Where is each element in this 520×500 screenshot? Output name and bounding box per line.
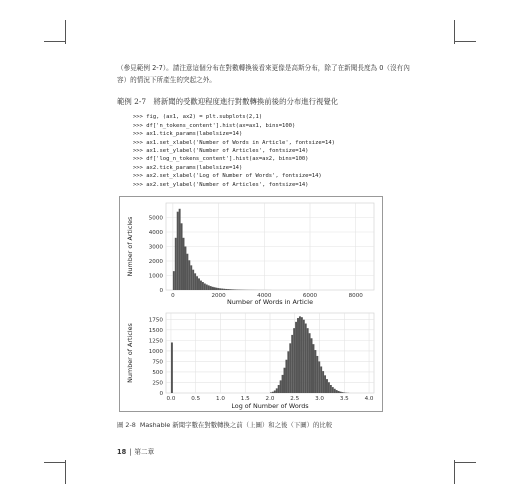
histogram-bar <box>186 254 188 290</box>
x-tick-label: 1.5 <box>240 396 250 402</box>
code-line: >>> ax1.set_xlabel('Number of Words in Article', fontsize=14) <box>133 139 335 146</box>
histogram-bar <box>276 388 278 393</box>
histogram-bar <box>223 289 225 290</box>
histogram-bar <box>330 385 332 393</box>
histogram-bar <box>221 289 223 290</box>
y-tick-label: 1750 <box>148 317 163 324</box>
crop-mark <box>65 460 66 484</box>
histogram-bar <box>309 333 311 393</box>
histogram-bar <box>198 278 200 290</box>
histogram-bar <box>278 385 280 393</box>
histogram-bar <box>341 392 343 393</box>
histogram-bar <box>206 284 208 290</box>
histogram-bar <box>212 287 214 290</box>
histogram-bar <box>214 287 216 290</box>
histogram-bar <box>340 392 342 393</box>
histogram-bar <box>343 392 345 393</box>
histogram-bar <box>297 318 299 393</box>
histogram-bar <box>314 350 316 393</box>
histogram-bar <box>295 322 297 393</box>
histogram-bar <box>173 271 175 290</box>
y-tick-label: 250 <box>152 380 163 387</box>
histogram-bar <box>196 276 198 290</box>
histogram-bar <box>316 356 318 393</box>
figure-frame <box>119 196 383 412</box>
histogram-bar <box>326 379 328 393</box>
x-tick-label: 0.0 <box>166 396 176 402</box>
histogram-bar <box>175 238 177 290</box>
histogram-bar <box>274 390 276 393</box>
histogram-bar <box>217 288 219 290</box>
y-tick-label: 5000 <box>148 215 163 222</box>
crop-mark <box>44 462 66 463</box>
histogram-bar <box>291 335 293 393</box>
code-line: >>> ax2.set_xlabel('Log of Number of Words', fontsize=14) <box>133 173 322 180</box>
x-tick-label: 0 <box>171 293 175 299</box>
y-tick-label: 1000 <box>148 273 163 280</box>
histogram-bar <box>318 361 320 393</box>
histogram-figure <box>120 197 382 411</box>
x-tick-label: 2.5 <box>290 396 300 402</box>
histogram-bar <box>194 273 196 290</box>
footer-separator: | <box>129 448 132 456</box>
x-axis-label: Number of Words in Article <box>226 298 314 306</box>
y-tick-label: 750 <box>152 359 163 366</box>
histogram-bar <box>233 289 235 290</box>
histogram-bar <box>328 382 330 393</box>
x-tick-label: 4.0 <box>364 396 374 402</box>
histogram-bar <box>181 223 183 290</box>
histogram-bar <box>225 289 227 290</box>
histogram-bar <box>177 212 179 290</box>
x-tick-label: 3.5 <box>339 396 349 402</box>
histogram-bar <box>311 338 313 393</box>
y-tick-label: 1250 <box>148 338 163 345</box>
code-line: >>> ax1.set_ylabel('Number of Articles', fontsize=14) <box>133 148 309 155</box>
code-line: >>> ax1.tick_params(labelsize=14) <box>133 131 243 138</box>
histogram-bar <box>200 281 202 290</box>
x-tick-label: 8000 <box>348 293 363 299</box>
histogram-bar <box>289 343 291 393</box>
histogram-bar <box>188 260 190 290</box>
histogram-bar <box>204 283 206 290</box>
histogram-bar <box>322 371 324 393</box>
code-line: >>> fig, (ax1, ax2) = plt.subplots(2,1) <box>133 114 263 120</box>
histogram-bar <box>227 289 229 290</box>
histogram-bar <box>202 282 204 290</box>
histogram-bar <box>336 390 338 393</box>
code-line: >>> df['n_tokens_content'].hist(ax=ax1, bins=100) <box>133 122 296 129</box>
histogram-bar <box>229 289 231 290</box>
y-tick-label: 500 <box>152 369 163 376</box>
histogram-bar <box>183 238 185 290</box>
histogram-bar <box>305 324 307 393</box>
histogram-bar <box>184 247 186 291</box>
histogram-bar <box>231 289 233 290</box>
histogram-bar <box>312 344 314 393</box>
histogram-bar <box>284 368 286 393</box>
histogram-bar <box>285 360 287 393</box>
x-tick-label: 6000 <box>302 293 318 299</box>
chapter-label: 第二章 <box>134 448 155 456</box>
crop-mark <box>44 41 66 42</box>
code-block-1 <box>133 113 335 156</box>
x-tick-label: 3.0 <box>315 396 324 402</box>
y-tick-label: 0 <box>159 391 163 397</box>
histogram-bar <box>332 387 334 393</box>
histogram-bar <box>320 366 322 393</box>
histogram-bar <box>171 342 173 393</box>
x-tick-label: 2000 <box>211 293 226 299</box>
x-axis-label: Log of Number of Words <box>231 402 309 410</box>
y-tick-label: 4000 <box>148 230 163 236</box>
crop-mark <box>454 460 455 484</box>
example-title: 範例 2-7 將新聞的受歡迎程度進行對數轉換前後的分布進行視覺化 <box>117 97 339 106</box>
histogram-bar <box>324 375 326 393</box>
histogram-bar <box>301 317 303 393</box>
histogram-bar <box>270 392 272 393</box>
x-tick-label: 2.0 <box>265 396 275 402</box>
page-number: 18 <box>117 448 127 456</box>
histogram-bar <box>299 316 301 393</box>
histogram-bar <box>287 351 289 393</box>
body-paragraph: （參見範例 2-7）。請注意這個分布在對數轉換後看來更像是高斯分布，除了在新聞長度為 0（沒有內容）的情況下所產生的突起之外。 <box>117 64 410 84</box>
histogram-bar <box>338 391 340 393</box>
y-tick-label: 2000 <box>148 259 163 265</box>
histogram-bar <box>215 288 217 290</box>
histogram-bar <box>190 265 192 290</box>
y-axis-label: Number of Articles <box>126 323 134 383</box>
code-block-2 <box>133 155 322 189</box>
code-line: >>> ax2.tick_params(labelsize=14) <box>133 164 243 171</box>
x-tick-label: 1.0 <box>216 396 225 402</box>
histogram-bar <box>280 380 282 393</box>
histogram-bar <box>219 288 221 290</box>
figure-caption-text: Mashable 新聞字數在對數轉換之前（上圖）和之後（下圖）的比較 <box>139 421 333 429</box>
x-tick-label: 4000 <box>257 293 272 299</box>
histogram-bar <box>303 320 305 393</box>
histogram-bar <box>208 285 210 290</box>
y-axis-label: Number of Articles <box>126 216 134 277</box>
histogram-bar <box>179 209 181 290</box>
histogram-bar <box>282 375 284 393</box>
histogram-bar <box>210 286 212 290</box>
code-line: >>> df['log_n_tokens_content'].hist(ax=ax2, bins=100) <box>133 156 309 162</box>
y-tick-label: 0 <box>159 288 163 294</box>
page-footer <box>117 446 154 456</box>
histogram-bar <box>192 270 194 290</box>
histogram-bar <box>293 328 295 393</box>
code-line: >>> ax2.set_ylabel('Number of Articles', fontsize=14) <box>133 181 309 188</box>
crop-mark <box>454 462 476 463</box>
y-tick-label: 1500 <box>148 327 163 334</box>
histogram-bar <box>334 389 336 393</box>
y-tick-label: 3000 <box>148 244 163 251</box>
histogram-bar <box>307 328 309 393</box>
figure-caption-label: 圖 2-8 <box>117 421 136 429</box>
crop-mark <box>454 41 476 42</box>
x-tick-label: 0.5 <box>191 396 201 402</box>
y-tick-label: 1000 <box>148 348 163 355</box>
figure-caption <box>117 420 332 429</box>
histogram-bar <box>272 392 274 393</box>
